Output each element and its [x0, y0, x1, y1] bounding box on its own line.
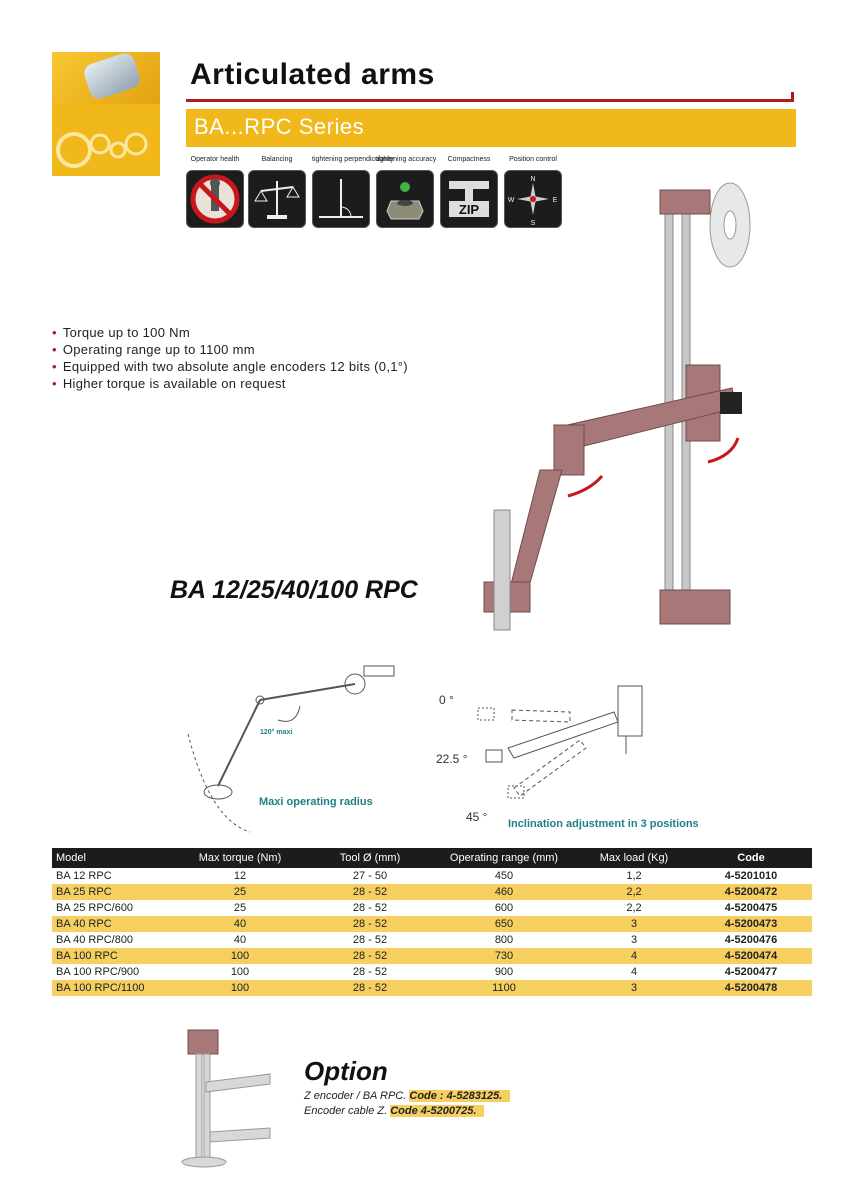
- cell-torque: 25: [233, 902, 247, 914]
- bullet-item: • Torque up to 100 Nm: [52, 324, 408, 341]
- cell-code: 4-5200474: [690, 948, 812, 964]
- option-line-2-code: Code 4-5200725.: [390, 1105, 484, 1117]
- cell-range: 600: [494, 902, 514, 914]
- articulated-arm-illustration: [470, 170, 770, 650]
- cell-load: 2,2: [626, 902, 642, 914]
- cell-tool: 28 - 52: [310, 948, 430, 964]
- option-line-2: [304, 1105, 484, 1117]
- feature-balancing: [248, 156, 306, 228]
- table-row: [52, 884, 812, 900]
- compass-w: W: [507, 197, 515, 204]
- col-header-load: Max load (Kg): [578, 848, 690, 868]
- cell-torque: 100: [230, 966, 250, 978]
- cell-tool: 28 - 52: [310, 980, 430, 996]
- col-header-model: Model: [52, 848, 170, 868]
- cell-torque: 40: [233, 934, 247, 946]
- cell-model: BA 40 RPC/800: [56, 934, 134, 946]
- cell-range: 800: [494, 934, 514, 946]
- cell-model: BA 25 RPC/600: [56, 902, 134, 914]
- compass-s: S: [530, 220, 536, 227]
- cell-tool: 28 - 52: [310, 916, 430, 932]
- feature-perpendicularity: [312, 156, 394, 228]
- table-row: [52, 948, 812, 964]
- compass-n: N: [530, 176, 536, 183]
- cell-load: 3: [578, 980, 690, 996]
- cell-range: 730: [430, 948, 578, 964]
- cell-model: BA 100 RPC/900: [56, 966, 140, 978]
- cell-range: 900: [494, 966, 514, 978]
- angle-0-label: 0 °: [439, 693, 454, 707]
- title-divider: [186, 99, 794, 102]
- nut-accuracy-icon: [376, 170, 434, 228]
- table-row: [52, 868, 812, 884]
- option-line-1: [304, 1090, 510, 1102]
- cell-model: BA 100 RPC/1100: [52, 980, 170, 996]
- cell-torque: 25: [170, 884, 310, 900]
- cell-torque: 100: [170, 948, 310, 964]
- bullet-item: • Higher torque is available on request: [52, 375, 408, 392]
- table-row: [52, 964, 812, 980]
- col-header-torque: Max torque (Nm): [170, 848, 310, 868]
- feature-label: Balancing: [261, 156, 293, 163]
- zip-text: ZIP: [458, 202, 480, 217]
- cell-load: 4: [630, 966, 638, 978]
- cell-code: 4-5201010: [724, 870, 778, 882]
- cell-tool: 27 - 50: [352, 870, 388, 882]
- inclination-caption: Inclination adjustment in 3 positions: [508, 818, 699, 830]
- option-title: Option: [304, 1056, 388, 1086]
- feature-label: Operator health: [190, 156, 240, 163]
- feature-operator-health: [186, 156, 244, 228]
- angle-22-5-label: 22.5 °: [436, 752, 468, 766]
- option-line-1-text: Z encoder / BA RPC.: [304, 1090, 407, 1102]
- cell-code: 4-5200477: [724, 966, 778, 978]
- cell-range: 450: [494, 870, 514, 882]
- angle-45-label: 45 °: [466, 810, 488, 824]
- cell-code: 4-5200476: [724, 934, 778, 946]
- table-row: [52, 932, 812, 948]
- page-title: Articulated arms: [190, 58, 435, 91]
- cell-range: 460: [430, 884, 578, 900]
- cell-torque: 40: [170, 916, 310, 932]
- feature-label: Compactness: [447, 156, 491, 163]
- cell-tool: 28 - 52: [352, 902, 388, 914]
- cell-load: 2,2: [578, 884, 690, 900]
- cell-code: 4-5200472: [690, 884, 812, 900]
- feature-label: tightening perpendicularity: [312, 156, 394, 163]
- specifications-table: [52, 848, 812, 996]
- cell-load: 3: [578, 916, 690, 932]
- cell-tool: 28 - 52: [352, 966, 388, 978]
- series-title: BA...RPC Series: [194, 114, 365, 139]
- operating-radius-diagram: [180, 660, 420, 840]
- cell-code: 4-5200475: [724, 902, 778, 914]
- feature-accuracy: [376, 156, 437, 228]
- product-name: BA 12/25/40/100 RPC: [170, 576, 418, 604]
- cell-range: 650: [430, 916, 578, 932]
- cell-load: 3: [630, 934, 638, 946]
- bullet-item: • Operating range up to 1100 mm: [52, 341, 408, 358]
- table-row: [52, 980, 812, 996]
- cell-range: 1100: [430, 980, 578, 996]
- inclination-adjustment-diagram: [430, 676, 680, 816]
- header-corner-image: [52, 52, 160, 176]
- feature-label: tightening accuracy: [376, 156, 437, 163]
- cell-load: 4: [578, 948, 690, 964]
- operator-health-icon: [186, 170, 244, 228]
- table-row: [52, 900, 812, 916]
- cell-model: BA 40 RPC: [52, 916, 170, 932]
- cell-tool: 28 - 52: [352, 934, 388, 946]
- max-angle-label: 120° maxi: [260, 729, 293, 736]
- cell-model: BA 100 RPC: [52, 948, 170, 964]
- cell-model: BA 25 RPC: [52, 884, 170, 900]
- cell-tool: 28 - 52: [310, 884, 430, 900]
- operating-radius-caption: Maxi operating radius: [259, 796, 373, 808]
- bullet-item: • Equipped with two absolute angle encoders 12 bits (0,1°): [52, 358, 408, 375]
- option-line-2-text: Encoder cable Z.: [304, 1105, 388, 1117]
- option-line-1-code: Code : 4-5283125.: [409, 1090, 510, 1102]
- title-divider-end: [791, 92, 794, 102]
- cell-code: 4-5200473: [690, 916, 812, 932]
- cell-load: 1,2: [626, 870, 642, 882]
- balance-scale-icon: [248, 170, 306, 228]
- cell-code: 4-5200478: [690, 980, 812, 996]
- col-header-code: Code: [690, 848, 812, 868]
- feature-bullet-list: [52, 324, 408, 392]
- table-header-row: [52, 848, 812, 868]
- feature-label: Position control: [509, 156, 557, 163]
- table-row: [52, 916, 812, 932]
- cell-torque: 100: [170, 980, 310, 996]
- perpendicular-angle-icon: [312, 170, 370, 228]
- cell-model: BA 12 RPC: [56, 870, 112, 882]
- cell-torque: 12: [233, 870, 247, 882]
- compass-e: E: [552, 197, 558, 204]
- option-encoder-illustration: [170, 1012, 280, 1172]
- col-header-range: Operating range (mm): [430, 848, 578, 868]
- gears-icon: [52, 110, 160, 176]
- col-header-tool: Tool Ø (mm): [310, 848, 430, 868]
